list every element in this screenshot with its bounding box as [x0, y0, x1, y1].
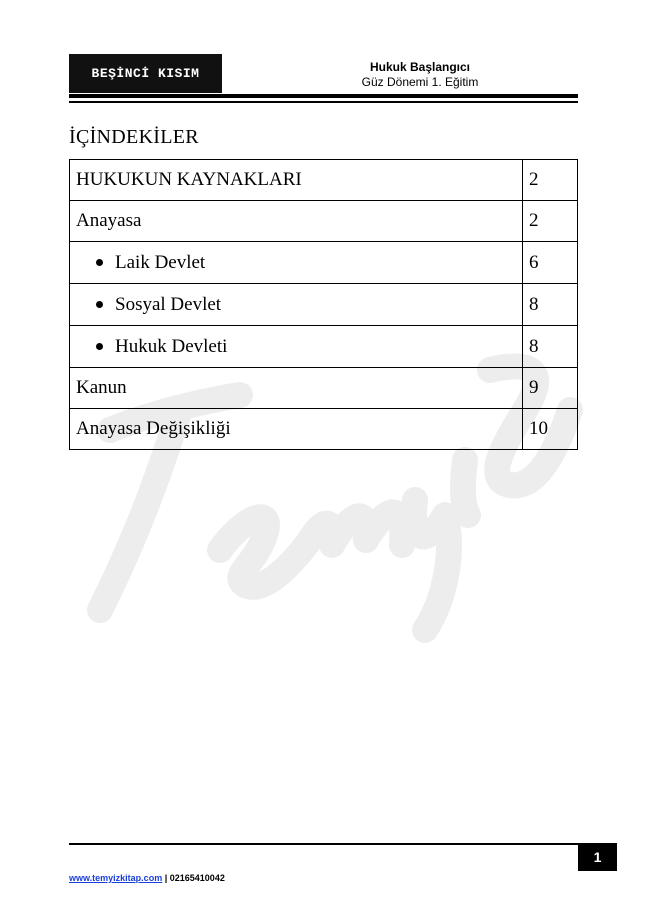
toc-entry-page: 2 — [523, 160, 578, 201]
toc-entry-page: 9 — [523, 368, 578, 409]
toc-heading: İÇİNDEKİLER — [69, 126, 199, 148]
footer-rule — [69, 843, 578, 845]
toc-row[interactable] — [70, 201, 578, 242]
toc-entry-page: 2 — [523, 201, 578, 242]
document-title: Hukuk Başlangıcı — [369, 60, 471, 74]
website-link[interactable]: www.temyizkitap.com — [69, 873, 163, 883]
phone-number: 02165410042 — [169, 873, 225, 883]
header-rule-thin — [69, 101, 578, 103]
toc-row[interactable] — [70, 160, 578, 201]
toc-row[interactable] — [70, 326, 578, 368]
bullet-icon — [96, 343, 103, 350]
toc-entry-label: Anayasa Değişikliği — [70, 409, 523, 450]
toc-entry-label: Sosyal Devlet — [115, 293, 222, 315]
toc-row[interactable] — [70, 242, 578, 284]
document-subtitle: Güz Dönemi 1. Eğitim — [361, 75, 479, 89]
toc-subentry — [70, 326, 523, 368]
toc-entry-label: Anayasa — [70, 201, 523, 242]
toc-table — [69, 159, 578, 450]
toc-entry-label: Hukuk Devleti — [115, 335, 228, 357]
footer-contact — [69, 873, 225, 883]
toc-subentry — [70, 242, 523, 284]
toc-entry-page: 8 — [523, 326, 578, 368]
section-tag: BEŞİNCİ KISIM — [69, 54, 222, 93]
toc-entry-label: Laik Devlet — [115, 251, 206, 273]
toc-entry-page: 8 — [523, 284, 578, 326]
bullet-icon — [96, 259, 103, 266]
bullet-icon — [96, 301, 103, 308]
toc-row[interactable] — [70, 284, 578, 326]
toc-entry-page: 10 — [523, 409, 578, 450]
toc-row[interactable] — [70, 409, 578, 450]
toc-entry-label: Kanun — [70, 368, 523, 409]
page-number: 1 — [578, 843, 617, 871]
toc-subentry — [70, 284, 523, 326]
footer-separator: | — [164, 873, 168, 883]
toc-row[interactable] — [70, 368, 578, 409]
toc-entry-label: HUKUKUN KAYNAKLARI — [70, 160, 523, 201]
header-rule-thick — [69, 94, 578, 98]
toc-entry-page: 6 — [523, 242, 578, 284]
